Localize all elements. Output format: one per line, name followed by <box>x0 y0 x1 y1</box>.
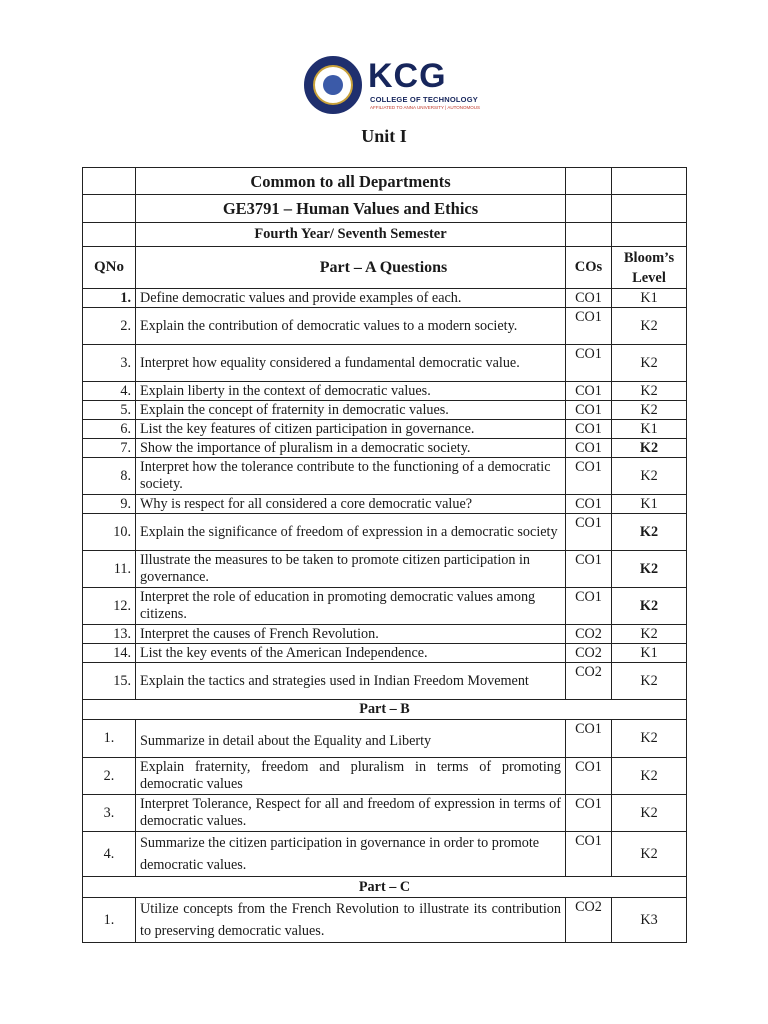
question-text: List the key features of citizen participation in governance. <box>136 420 566 439</box>
section-title: Part – C <box>83 877 687 898</box>
question-number: 5. <box>83 401 136 420</box>
blooms-level: K1 <box>612 289 687 308</box>
question-text: Explain the concept of fraternity in democratic values. <box>136 401 566 420</box>
blooms-level: K2 <box>612 551 687 588</box>
blooms-level: K1 <box>612 495 687 514</box>
question-row <box>83 644 687 663</box>
question-row <box>83 289 687 308</box>
question-table <box>82 167 687 943</box>
blooms-level: K2 <box>612 758 687 795</box>
course-outcome: CO1 <box>566 720 612 758</box>
section-title: Part – B <box>83 700 687 720</box>
question-number: 10. <box>83 514 136 551</box>
course-heading: GE3791 – Human Values and Ethics <box>136 195 566 223</box>
question-row <box>83 495 687 514</box>
course-outcome: CO1 <box>566 514 612 551</box>
course-outcome: CO2 <box>566 898 612 943</box>
blooms-level: K1 <box>612 420 687 439</box>
question-number: 3. <box>83 345 136 382</box>
section-header-row <box>83 877 687 898</box>
blooms-header: Bloom’s Level <box>612 247 687 289</box>
question-number: 2. <box>83 758 136 795</box>
question-row <box>83 439 687 458</box>
question-text: Why is respect for all considered a core democratic value? <box>136 495 566 514</box>
question-text: Explain the significance of freedom of expression in a democratic society <box>136 514 566 551</box>
blooms-level: K2 <box>612 795 687 832</box>
question-text: List the key events of the American Independence. <box>136 644 566 663</box>
question-text: Show the importance of pluralism in a democratic society. <box>136 439 566 458</box>
course-outcome: CO2 <box>566 663 612 700</box>
question-number: 13. <box>83 625 136 644</box>
blooms-level: K2 <box>612 458 687 495</box>
blooms-level: K1 <box>612 644 687 663</box>
course-outcome: CO1 <box>566 458 612 495</box>
course-outcome: CO1 <box>566 795 612 832</box>
course-outcome: CO1 <box>566 382 612 401</box>
course-outcome: CO1 <box>566 401 612 420</box>
question-number: 1. <box>83 289 136 308</box>
logo-tagline: COLLEGE OF TECHNOLOGY <box>370 95 478 104</box>
blooms-level: K2 <box>612 663 687 700</box>
blooms-level: K2 <box>612 720 687 758</box>
course-outcome: CO1 <box>566 495 612 514</box>
question-number: 11. <box>83 551 136 588</box>
course-outcome: CO1 <box>566 289 612 308</box>
semester-heading: Fourth Year/ Seventh Semester <box>136 223 566 247</box>
header-row <box>83 168 687 195</box>
question-text: Explain fraternity, freedom and pluralism in terms of promoting democratic values <box>136 758 566 795</box>
question-number: 14. <box>83 644 136 663</box>
section-header-row <box>83 700 687 720</box>
course-outcome: CO2 <box>566 644 612 663</box>
question-row <box>83 758 687 795</box>
logo-affiliation: AFFILIATED TO ANNA UNIVERSITY | AUTONOMOUS <box>370 105 481 110</box>
question-number: 4. <box>83 382 136 401</box>
question-text: Interpret how equality considered a fundamental democratic value. <box>136 345 566 382</box>
question-row <box>83 832 687 877</box>
question-text: Summarize the citizen participation in governance in order to promote democratic values. <box>136 832 566 877</box>
question-row <box>83 551 687 588</box>
column-header-row <box>83 247 687 289</box>
course-outcome: CO1 <box>566 345 612 382</box>
college-seal-icon <box>304 56 362 114</box>
course-outcome: CO1 <box>566 439 612 458</box>
qno-header: QNo <box>83 247 136 289</box>
question-row <box>83 308 687 345</box>
blooms-level: K2 <box>612 401 687 420</box>
question-row <box>83 898 687 943</box>
course-outcome: CO1 <box>566 420 612 439</box>
blooms-level: K2 <box>612 588 687 625</box>
course-outcome: CO1 <box>566 758 612 795</box>
blooms-level: K3 <box>612 898 687 943</box>
question-row <box>83 420 687 439</box>
header-row <box>83 223 687 247</box>
question-row <box>83 382 687 401</box>
common-heading: Common to all Departments <box>136 168 566 195</box>
question-number: 1. <box>83 898 136 943</box>
course-outcome: CO1 <box>566 588 612 625</box>
question-number: 2. <box>83 308 136 345</box>
blooms-level: K2 <box>612 345 687 382</box>
blooms-level: K2 <box>612 382 687 401</box>
question-number: 1. <box>83 720 136 758</box>
question-text: Interpret Tolerance, Respect for all and freedom of expression in terms of democratic values. <box>136 795 566 832</box>
question-text: Explain the contribution of democratic values to a modern society. <box>136 308 566 345</box>
blooms-level: K2 <box>612 514 687 551</box>
college-logo <box>304 56 481 116</box>
blooms-level: K2 <box>612 308 687 345</box>
question-text: Define democratic values and provide examples of each. <box>136 289 566 308</box>
question-number: 15. <box>83 663 136 700</box>
logo-brand: KCG <box>368 57 447 95</box>
question-number: 4. <box>83 832 136 877</box>
question-row <box>83 514 687 551</box>
course-outcome: CO2 <box>566 625 612 644</box>
header-row <box>83 195 687 223</box>
part-a-header: Part – A Questions <box>136 247 566 289</box>
question-row <box>83 795 687 832</box>
question-row <box>83 588 687 625</box>
question-row <box>83 401 687 420</box>
question-text: Explain the tactics and strategies used in Indian Freedom Movement <box>136 663 566 700</box>
question-text: Interpret the role of education in promoting democratic values among citizens. <box>136 588 566 625</box>
question-number: 9. <box>83 495 136 514</box>
question-row <box>83 720 687 758</box>
question-text: Summarize in detail about the Equality and Liberty <box>136 720 566 758</box>
blooms-level: K2 <box>612 625 687 644</box>
question-number: 12. <box>83 588 136 625</box>
question-text: Explain liberty in the context of democratic values. <box>136 382 566 401</box>
course-outcome: CO1 <box>566 308 612 345</box>
question-row <box>83 625 687 644</box>
question-text: Interpret how the tolerance contribute to the functioning of a democratic society. <box>136 458 566 495</box>
cos-header: COs <box>566 247 612 289</box>
unit-title: Unit I <box>361 126 407 146</box>
question-row <box>83 663 687 700</box>
question-row <box>83 458 687 495</box>
question-number: 7. <box>83 439 136 458</box>
question-number: 6. <box>83 420 136 439</box>
course-outcome: CO1 <box>566 832 612 877</box>
course-outcome: CO1 <box>566 551 612 588</box>
question-number: 3. <box>83 795 136 832</box>
blooms-level: K2 <box>612 832 687 877</box>
question-text: Utilize concepts from the French Revolution to illustrate its contribution to preserving democratic values. <box>136 898 566 943</box>
question-text: Interpret the causes of French Revolution. <box>136 625 566 644</box>
question-row <box>83 345 687 382</box>
question-text: Illustrate the measures to be taken to promote citizen participation in governance. <box>136 551 566 588</box>
blooms-level: K2 <box>612 439 687 458</box>
question-number: 8. <box>83 458 136 495</box>
